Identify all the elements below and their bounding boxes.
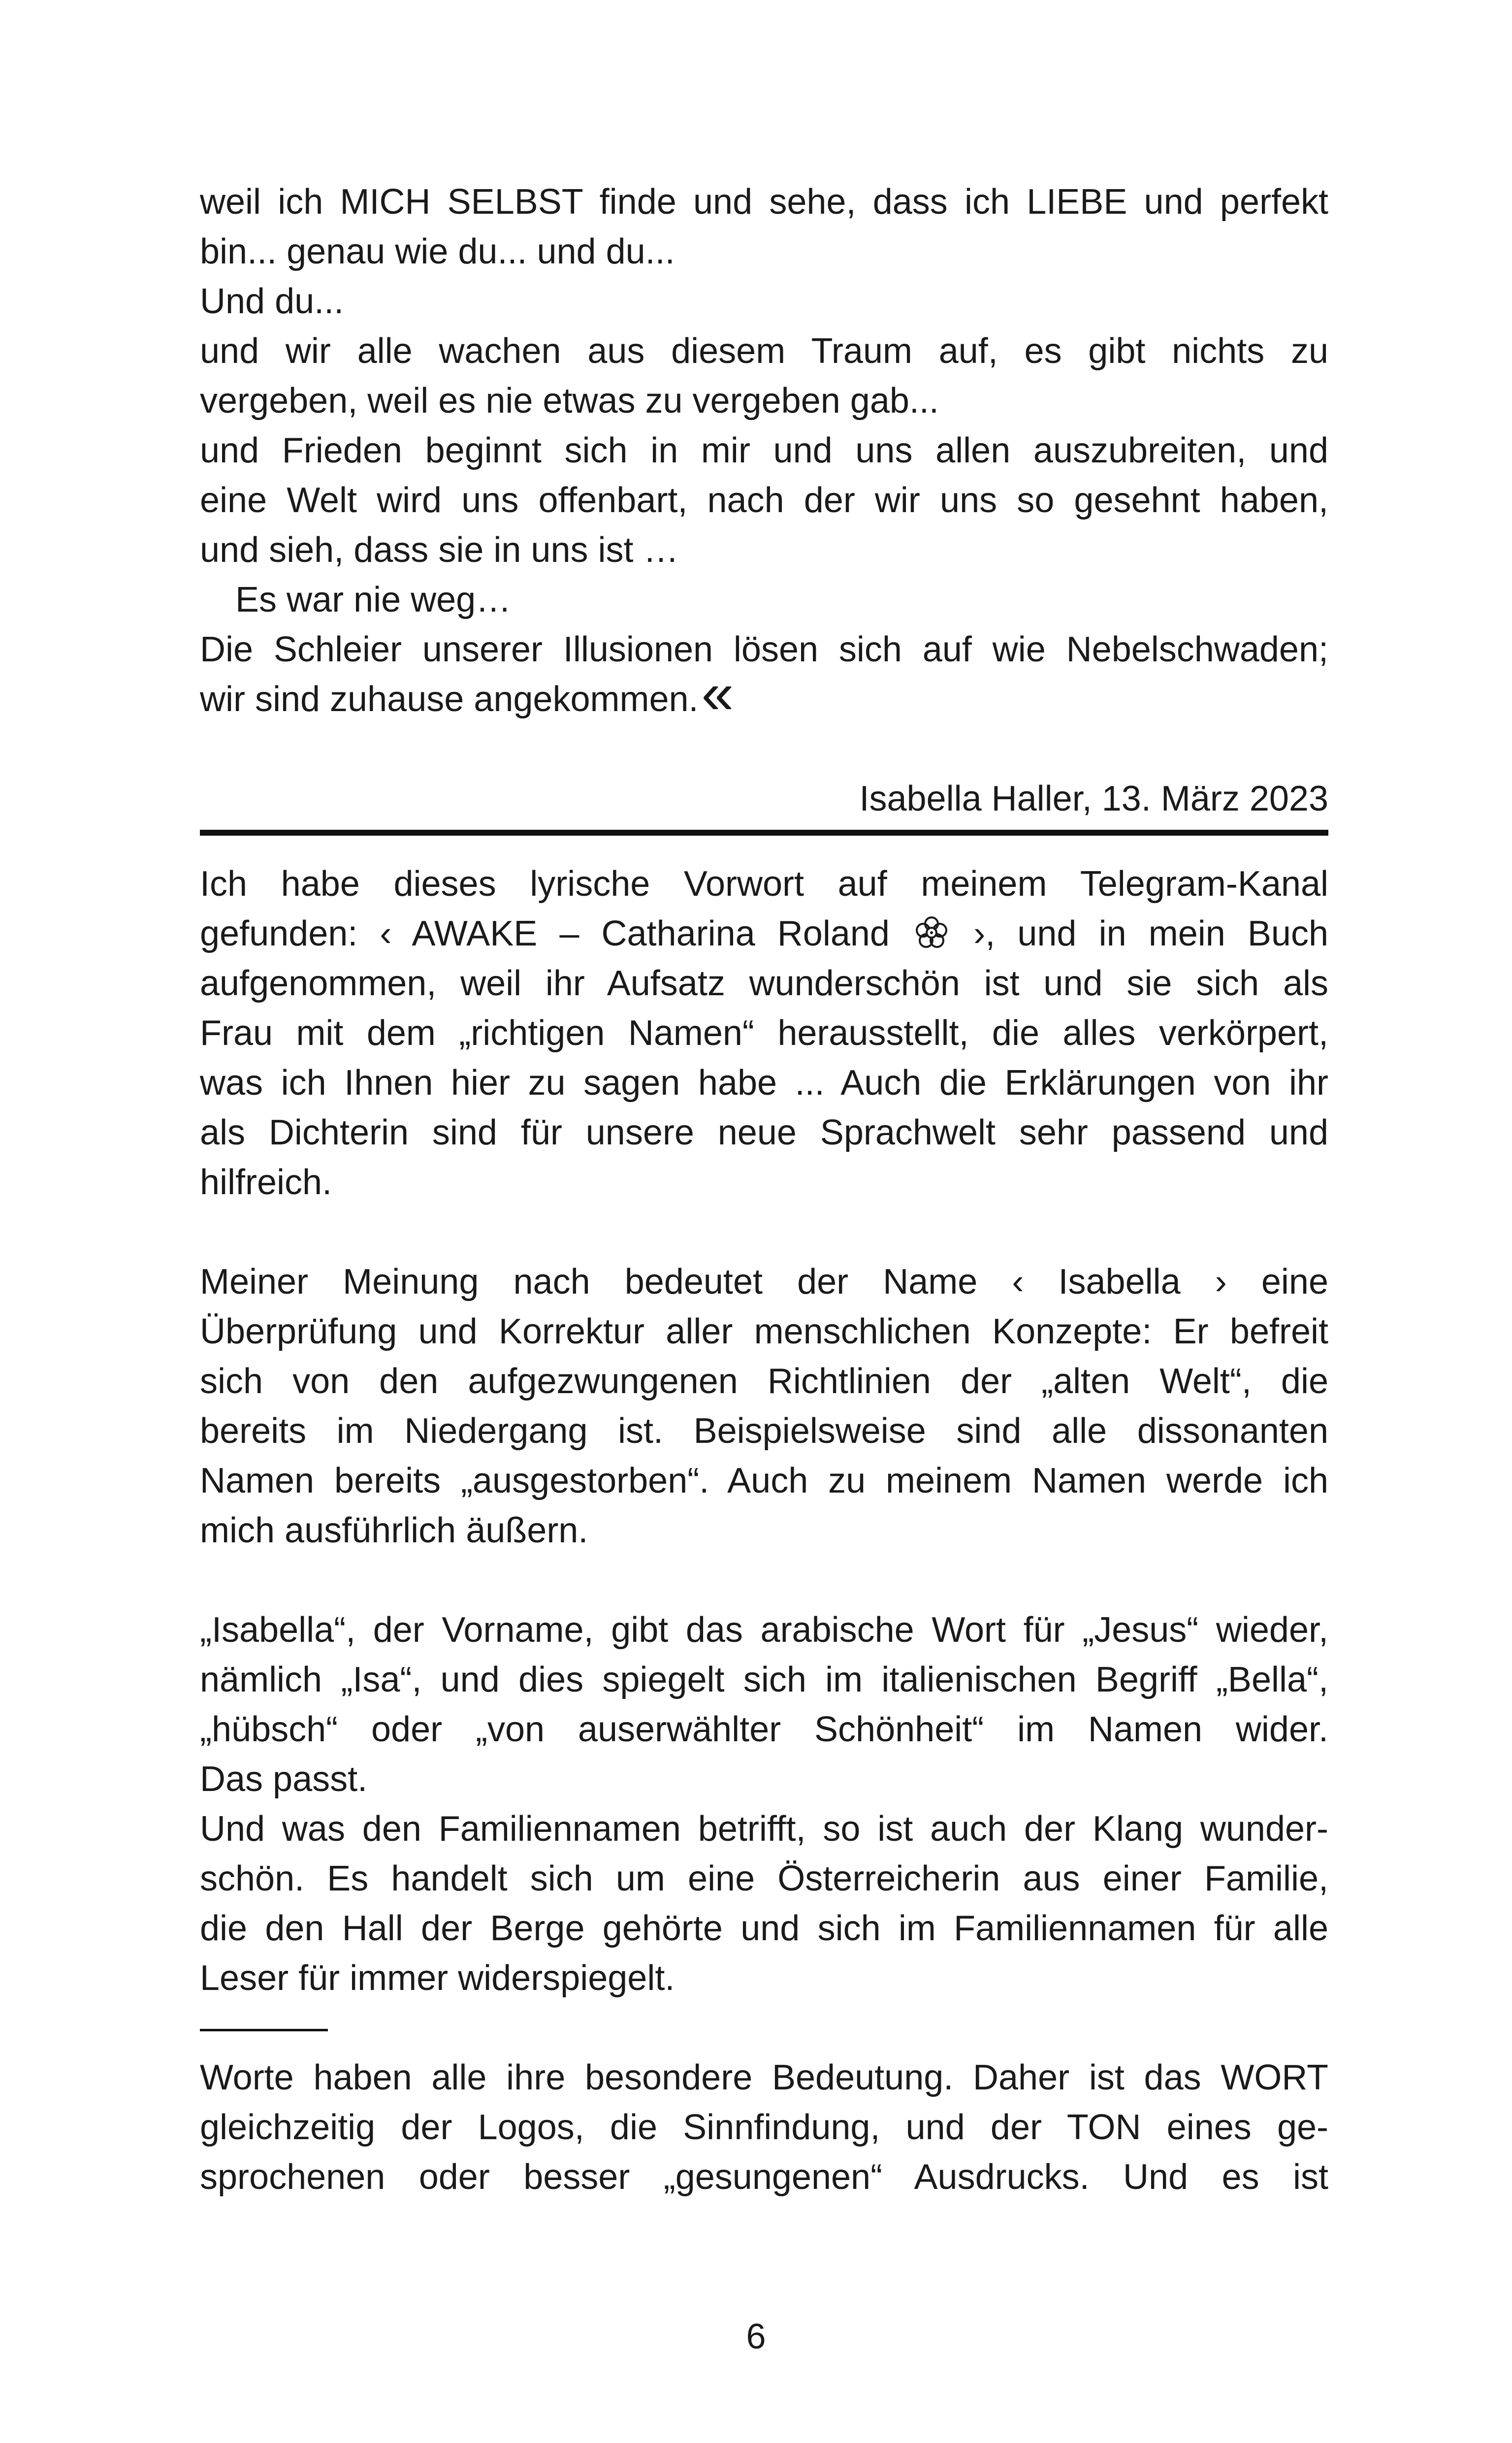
text-line: schön. Es handelt sich um eine Österreicherin aus einer Familie, <box>200 1859 1328 1898</box>
text-line: die den Hall der Berge gehörte und sich im Familiennamen für alle <box>200 1909 1328 1948</box>
poem-signature: Isabella Haller, 13. März 2023 <box>859 779 1328 818</box>
text-line: hilfreich. <box>200 1163 332 1202</box>
poem-line: wir sind zuhause angekommen. <box>200 680 699 719</box>
text-line: bereits im Niedergang ist. Beispielsweise sind alle dissonanten <box>200 1411 1328 1451</box>
poem <box>200 177 1328 836</box>
spacer <box>200 1207 1328 1257</box>
text-line: was ich Ihnen hier zu sagen habe ... Auch die Erklärungen von ihr <box>200 1063 1328 1103</box>
flower-icon <box>912 913 951 952</box>
poem-line: Die Schleier unserer Illusionen lösen sich auf wie Nebelschwaden; <box>200 630 1328 669</box>
spacer <box>200 1556 1328 1605</box>
short-divider <box>200 2029 328 2031</box>
text-line: nämlich „Isa“, und dies spiegelt sich im italienischen Begriff „Bella“, <box>200 1660 1328 1699</box>
paragraph-intro <box>200 859 1328 1207</box>
text-line: aufgenommen, weil ihr Aufsatz wunderschön ist und sie sich als <box>200 964 1328 1003</box>
poem-line: eine Welt wird uns offenbart, nach der wir uns so gesehnt haben, <box>200 481 1328 520</box>
poem-line: vergeben, weil es nie etwas zu vergeben gab... <box>200 381 939 421</box>
text-line: „hübsch“ oder „von auserwählter Schönheit“ im Namen wider. <box>200 1710 1328 1749</box>
poem-line: und wir alle wachen aus diesem Traum auf, es gibt nichts zu <box>200 331 1328 371</box>
text-line: Leser für immer widerspiegelt. <box>200 1958 675 1998</box>
closing-quote-mark: « <box>701 675 734 724</box>
poem-line: bin... genau wie du... und du... <box>200 232 675 271</box>
text-line: Frau mit dem „richtigen Namen“ herausstellt, die alles verkörpert, <box>200 1013 1328 1053</box>
spacer <box>200 724 1328 774</box>
paragraph-words <box>200 2053 1328 2202</box>
poem-last-line <box>200 675 1328 724</box>
text-line: gleichzeitig der Logos, die Sinnfindung, und der TON eines ge- <box>200 2108 1328 2147</box>
text-line: Das passt. <box>200 1759 368 1799</box>
section-divider <box>200 830 1328 836</box>
text-line: Meiner Meinung nach bedeutet der Name ‹ Isabella › eine <box>200 1262 1328 1302</box>
text-line: Namen bereits „ausgestorben“. Auch zu meinem Namen werde ich <box>200 1461 1328 1500</box>
paragraph-isabella <box>200 1605 1328 2003</box>
text-line: „Isabella“, der Vorname, gibt das arabische Wort für „Jesus“ wieder, <box>200 1610 1328 1650</box>
text-segment: gefunden: ‹ AWAKE – Catharina Roland <box>200 914 890 953</box>
text-segment: ›, und in mein Buch <box>973 914 1328 953</box>
poem-line: und Frieden beginnt sich in mir und uns allen auszubreiten, und <box>200 431 1328 470</box>
text-line: mich ausführlich äußern. <box>200 1511 588 1550</box>
poem-line: Und du... <box>200 282 344 321</box>
text-line: sich von den aufgezwungenen Richtlinien der „alten Welt“, die <box>200 1362 1328 1401</box>
text-line: sprochenen oder besser „gesungenen“ Ausdrucks. Und es ist <box>200 2157 1328 2197</box>
text-line: Überprüfung und Korrektur aller menschlichen Konzepte: Er befreit <box>200 1312 1328 1351</box>
poem-line: und sieh, dass sie in uns ist … <box>200 530 679 570</box>
poem-line: Es war nie weg… <box>235 580 512 619</box>
paragraph-name-meaning <box>200 1257 1328 1556</box>
text-line: Ich habe dieses lyrische Vorwort auf meinem Telegram-Kanal <box>200 864 1328 904</box>
text-line: Und was den Familiennamen betrifft, so ist auch der Klang wunder- <box>200 1809 1328 1849</box>
poem-line: weil ich MICH SELBST finde und sehe, dass ich LIEBE und perfekt <box>200 182 1328 222</box>
page-content <box>200 177 1328 2202</box>
text-line: als Dichterin sind für unsere neue Sprachwelt sehr passend und <box>200 1113 1328 1152</box>
page-number: 6 <box>746 2317 766 2356</box>
text-line: Worte haben alle ihre besondere Bedeutung. Daher ist das WORT <box>200 2058 1328 2097</box>
text-line-with-icon <box>200 909 1328 959</box>
